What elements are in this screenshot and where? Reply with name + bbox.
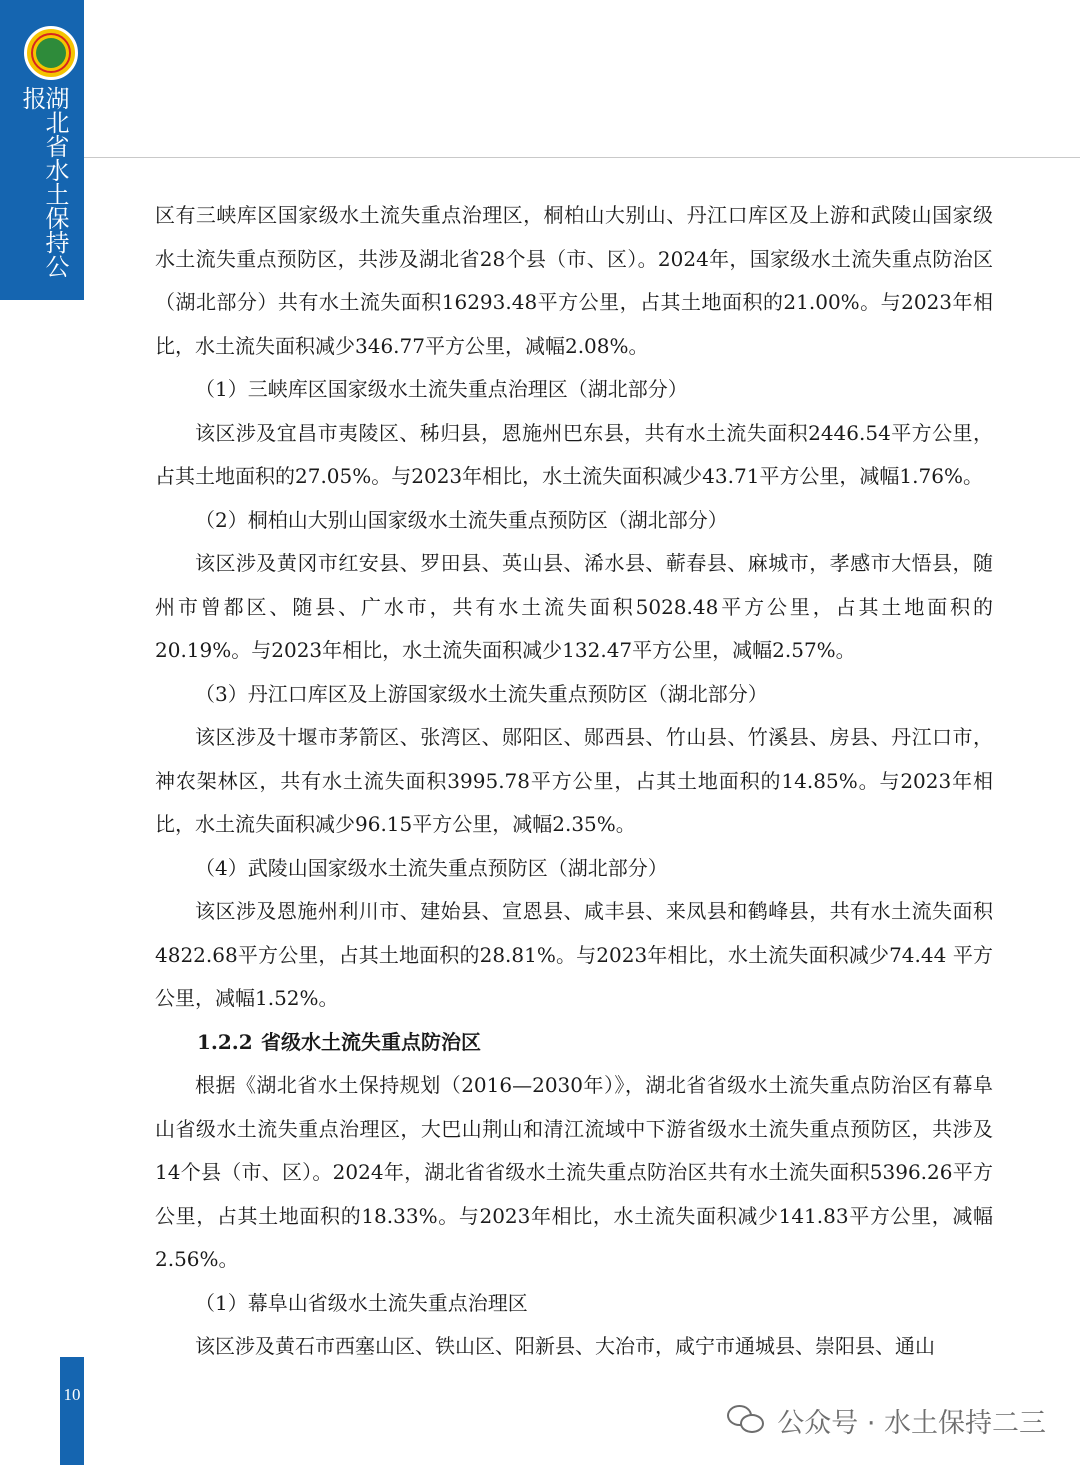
section-title: 省级水土流失重点防治区	[261, 1029, 481, 1054]
sidebar-title: 湖北省水土保持公报	[18, 86, 69, 278]
subheading-1: （1）三峡库区国家级水土流失重点治理区（湖北部分）	[195, 377, 688, 401]
bureau-logo-icon	[24, 26, 78, 80]
logo-center	[36, 38, 66, 68]
document-body	[155, 194, 993, 1369]
paragraph-3: 该区涉及十堰市茅箭区、张湾区、郧阳区、郧西县、竹山县、竹溪县、房县、丹江口市，神农架林区，共有水土流失面积3995.78平方公里，占其土地面积的14.85%。与2023年相比，水土流失面积减少96.15平方公里，减幅2.35%。	[155, 725, 993, 836]
watermark-text: 公众号 · 水土保持二三	[777, 1407, 1046, 1439]
watermark	[727, 1400, 1046, 1440]
sidebar	[0, 0, 84, 300]
subheading-4: （4）武陵山国家级水土流失重点预防区（湖北部分）	[195, 855, 668, 880]
paragraph-2: 该区涉及黄冈市红安县、罗田县、英山县、浠水县、蕲春县、麻城市，孝感市大悟县，随州市曾都区、随县、广水市，共有水土流失面积5028.48平方公里，占其土地面积的20.19%。与2023年相比，水土流失面积减少132.47平方公里，减幅2.57%。	[155, 551, 993, 662]
subheading-5: （1）幕阜山省级水土流失重点治理区	[195, 1290, 528, 1315]
header-divider	[84, 157, 1080, 158]
section-heading	[155, 1021, 993, 1065]
subheading-2: （2）桐柏山大别山国家级水土流失重点预防区（湖北部分）	[195, 507, 728, 532]
paragraph-5: 根据《湖北省水土保持规划（2016—2030年）》，湖北省省级水土流失重点防治区有幕阜山省级水土流失重点治理区，大巴山荆山和清江流域中下游省级水土流失重点预防区，共涉及14个县（市、区）。2024年，湖北省省级水土流失重点防治区共有水土流失面积5396.26平方公里，占其土地面积的18.33%。与2023年相比，水土流失面积减少141.83平方公里，减幅2.56%。	[155, 1073, 993, 1271]
wechat-bubble-small	[740, 1414, 764, 1433]
page-number: 10	[63, 1385, 81, 1404]
paragraph-6: 该区涉及黄石市西塞山区、铁山区、阳新县、大冶市，咸宁市通城县、崇阳县、通山	[195, 1334, 935, 1358]
subheading-3: （3）丹江口库区及上游国家级水土流失重点预防区（湖北部分）	[195, 681, 768, 706]
paragraph-intro: 区有三峡库区国家级水土流失重点治理区，桐柏山大别山、丹江口库区及上游和武陵山国家级水土流失重点预防区，共涉及湖北省28个县（市、区）。2024年，国家级水土流失重点防治区（湖北部分）共有水土流失面积16293.48平方公里，占其土地面积的21.00%。与2023年相比，水土流失面积减少346.77平方公里，减幅2.08%。	[155, 203, 993, 358]
paragraph-4: 该区涉及恩施州利川市、建始县、宣恩县、咸丰县、来凤县和鹤峰县，共有水土流失面积4822.68平方公里，占其土地面积的28.81%。与2023年相比，水土流失面积减少74.44 平方公里，减幅1.52%。	[155, 899, 993, 1010]
wechat-icon	[727, 1403, 767, 1437]
page-number-tab	[60, 1357, 84, 1465]
section-number: 1.2.2	[197, 1029, 253, 1054]
paragraph-1: 该区涉及宜昌市夷陵区、秭归县，恩施州巴东县，共有水土流失面积2446.54平方公里，占其土地面积的27.05%。与2023年相比，水土流失面积减少43.71平方公里，减幅1.76%。	[155, 420, 993, 488]
